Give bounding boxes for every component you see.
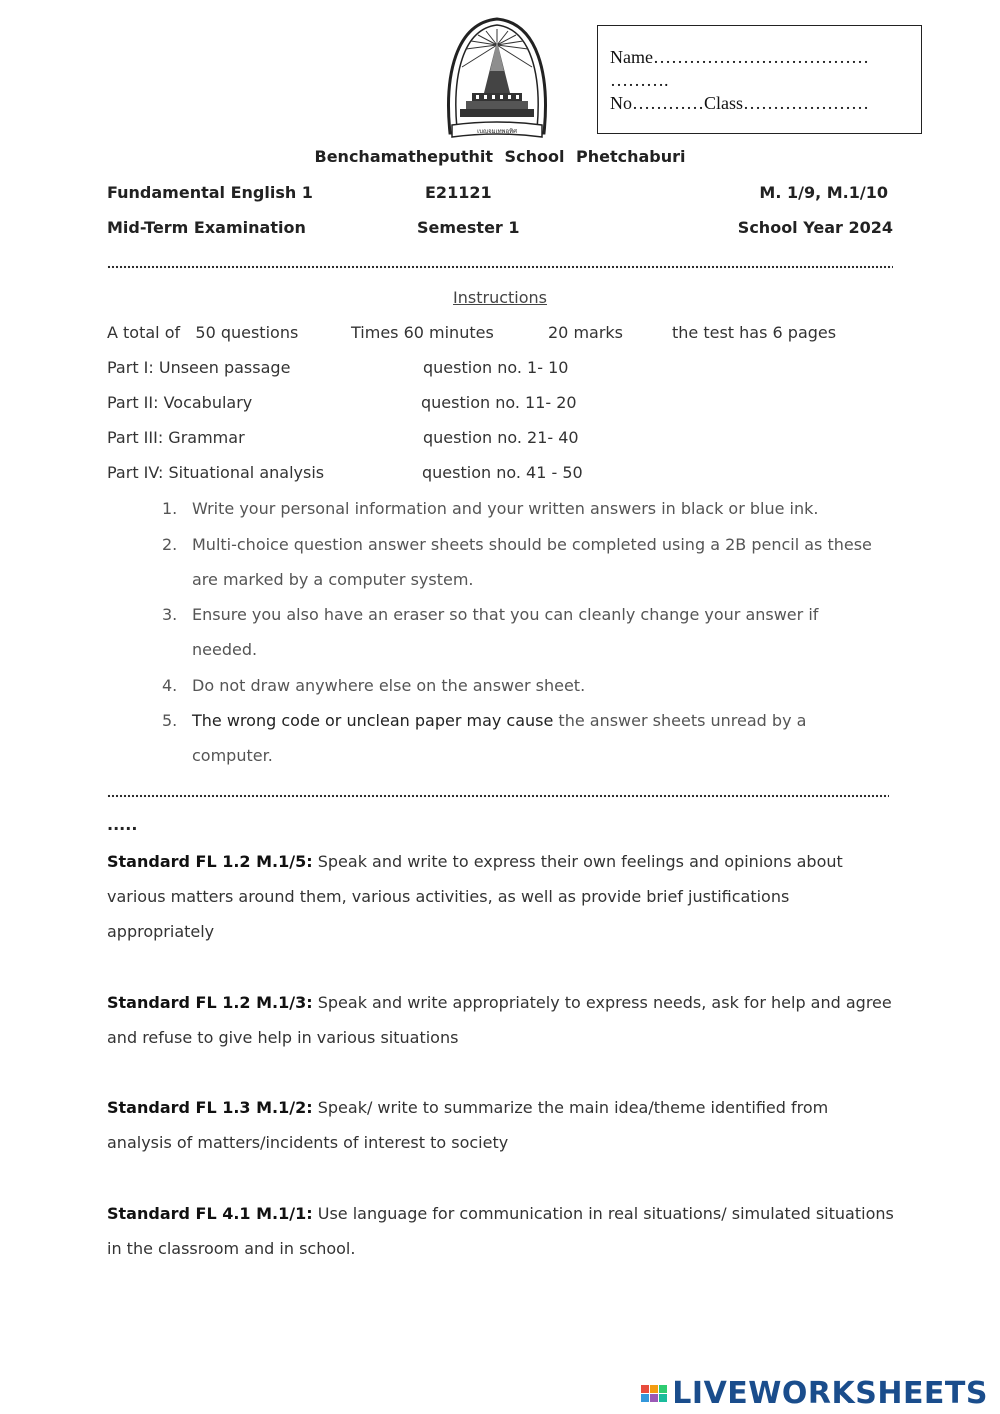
part-name: Part IV: Situational analysis (107, 463, 325, 482)
rule-number: 2. (162, 535, 178, 554)
rule-text: Ensure you also have an eraser so that you can cleanly change your answer if needed. (192, 605, 819, 659)
rule-number: 1. (162, 499, 178, 518)
page-count: the test has 6 pages (672, 323, 837, 342)
standard-block (107, 1090, 897, 1160)
rule-item (162, 527, 892, 597)
course-code: E21121 (425, 183, 492, 202)
rule-item (162, 668, 892, 703)
total-marks: 20 marks (548, 323, 624, 342)
rule-item (162, 597, 842, 667)
number-class-line[interactable]: No…………Class………………… (610, 93, 870, 113)
standard-label: Standard FL 1.3 M.1/2: (107, 1098, 313, 1117)
rule-text: the answer sheets unread by a computer. (192, 711, 807, 765)
school-year: School Year 2024 (737, 218, 893, 237)
standard-label: Standard FL 1.2 M.1/3: (107, 993, 313, 1012)
exam-time: Times 60 minutes (351, 323, 494, 342)
part-range: question no. 11- 20 (421, 393, 577, 412)
standard-block (107, 1196, 897, 1266)
rule-number: 3. (162, 605, 178, 624)
semester: Semester 1 (417, 218, 520, 237)
part-name: Part III: Grammar (107, 428, 245, 447)
standard-text: Speak and write appropriately to express needs, ask for help and agree and refuse to give help in various situations (107, 993, 892, 1047)
rule-number: 4. (162, 676, 178, 695)
standard-text: Speak and write to express their own feelings and opinions about various matters around them, various activities, as well as provide brief justifications appropriately (107, 852, 843, 941)
part-name: Part II: Vocabulary (107, 393, 253, 412)
rule-item (162, 491, 892, 526)
rule-text-emphasis: The wrong code or unclean paper may cause (192, 711, 554, 730)
instructions-title: Instructions (453, 288, 547, 307)
dotted-divider-tail: ..... (107, 815, 138, 834)
class-levels: M. 1/9, M.1/10 (759, 183, 888, 202)
rule-number: 5. (162, 711, 178, 730)
standard-block (107, 844, 897, 949)
rule-item (162, 703, 842, 773)
rule-text: Multi-choice question answer sheets should be completed using a 2B pencil as these are marked by a computer system. (192, 535, 872, 589)
dotted-divider (107, 265, 893, 269)
rule-text: Do not draw anywhere else on the answer sheet. (192, 676, 586, 695)
student-info-box (597, 25, 922, 134)
liveworksheets-logo-icon (641, 1385, 667, 1402)
standard-text: Speak/ write to summarize the main idea/theme identified from analysis of matters/incidents of interest to society (107, 1098, 829, 1152)
liveworksheets-watermark (641, 1376, 988, 1411)
dotted-divider (107, 794, 889, 798)
name-line-continued[interactable]: ………. (610, 70, 669, 90)
part-name: Part I: Unseen passage (107, 358, 291, 377)
standard-label: Standard FL 4.1 M.1/1: (107, 1204, 313, 1223)
part-range: question no. 41 - 50 (422, 463, 583, 482)
name-line[interactable]: Name……………………………… (610, 47, 869, 67)
standard-block (107, 985, 897, 1055)
svg-text:เบญจมเทพอุทิศ: เบญจมเทพอุทิศ (477, 128, 517, 135)
rule-text: Write your personal information and your written answers in black or blue ink. (192, 499, 819, 518)
part-range: question no. 1- 10 (423, 358, 569, 377)
school-crest-logo (438, 15, 556, 145)
watermark-text: LIVEWORKSHEETS (672, 1376, 988, 1411)
school-name: Benchamatheputhit School Phetchaburi (314, 147, 686, 166)
standard-text: Use language for communication in real situations/ simulated situations in the classroom and in school. (107, 1204, 894, 1258)
exam-type: Mid-Term Examination (107, 218, 306, 237)
total-questions: A total of 50 questions (107, 323, 299, 342)
standard-label: Standard FL 1.2 M.1/5: (107, 852, 313, 871)
part-range: question no. 21- 40 (423, 428, 579, 447)
course-name: Fundamental English 1 (107, 183, 313, 202)
